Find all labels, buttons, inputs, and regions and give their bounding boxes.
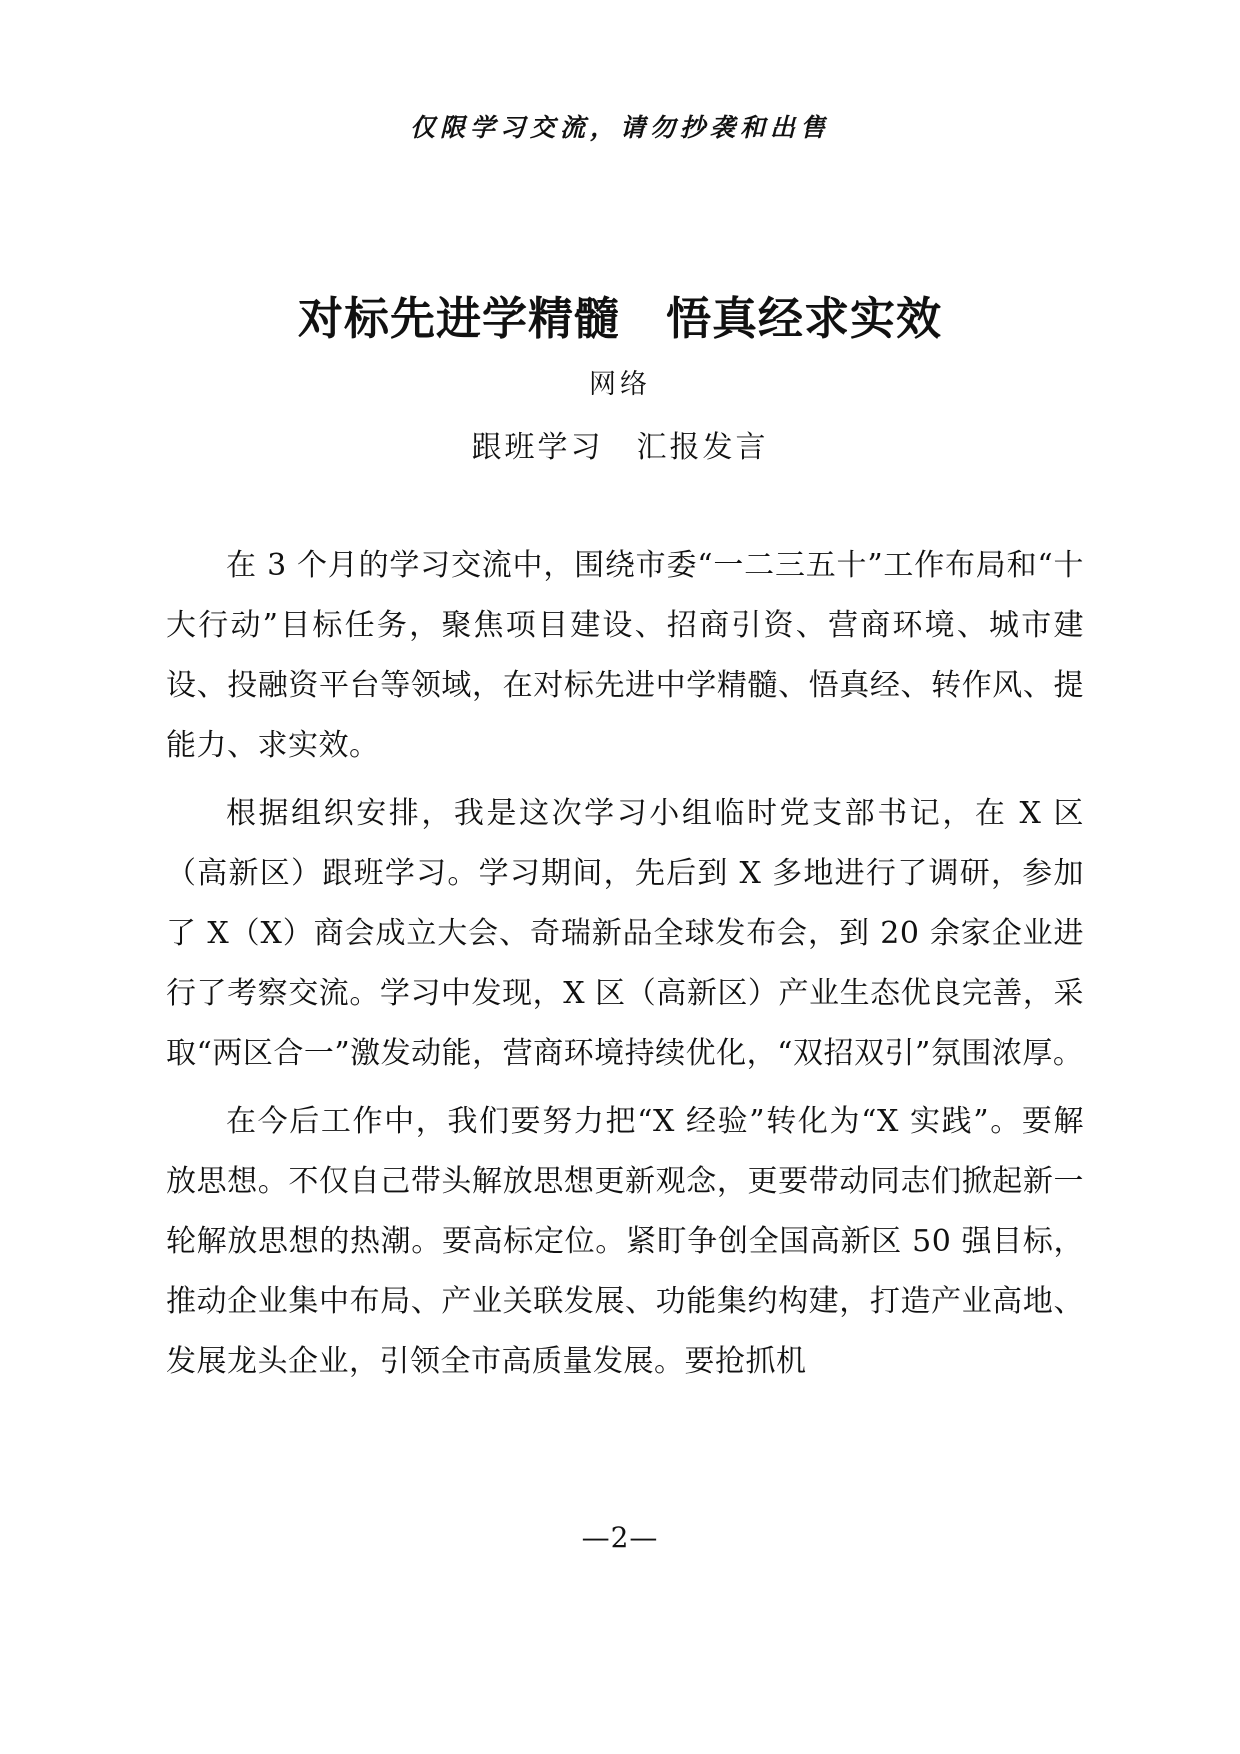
paragraph-3: 在今后工作中，我们要努力把“X 经验”转化为“X 实践”。要解放思想。不仅自己带头解放思想更新观念，更要带动同志们掀起新一轮解放思想的热潮。要高标定位。紧盯争创全国高新区 50 强目标，推动企业集中布局、产业关联发展、功能集约构建，打造产业高地、发展龙头企业，引领全市高质量发展。要抢抓机 — [166, 1104, 1084, 1379]
document-title: 对标先进学精髓 悟真经求实效 — [297, 292, 942, 345]
source-line: 网络 — [589, 369, 651, 400]
page-number: —2— — [581, 1521, 659, 1554]
header-note: 仅限学习交流，请勿抄袭和出售 — [409, 113, 830, 142]
body-text — [166, 536, 1084, 1400]
document-subtitle: 跟班学习 汇报发言 — [471, 430, 769, 465]
paragraph-1: 在 3 个月的学习交流中，围绕市委“一二三五十”工作布局和“十大行动”目标任务，聚焦项目建设、招商引资、营商环境、城市建设、投融资平台等领域，在对标先进中学精髓、悟真经、转作风、提能力、求实效。 — [166, 548, 1084, 763]
paragraph-2: 根据组织安排，我是这次学习小组临时党支部书记，在 X 区（高新区）跟班学习。学习期间，先后到 X 多地进行了调研，参加了 X（X）商会成立大会、奇瑞新品全球发布会，到 20 余家企业进行了考察交流。学习中发现，X 区（高新区）产业生态优良完善，采取“两区合一”激发动能，营商环境持续优化，“双招双引”氛围浓厚。 — [166, 796, 1084, 1071]
